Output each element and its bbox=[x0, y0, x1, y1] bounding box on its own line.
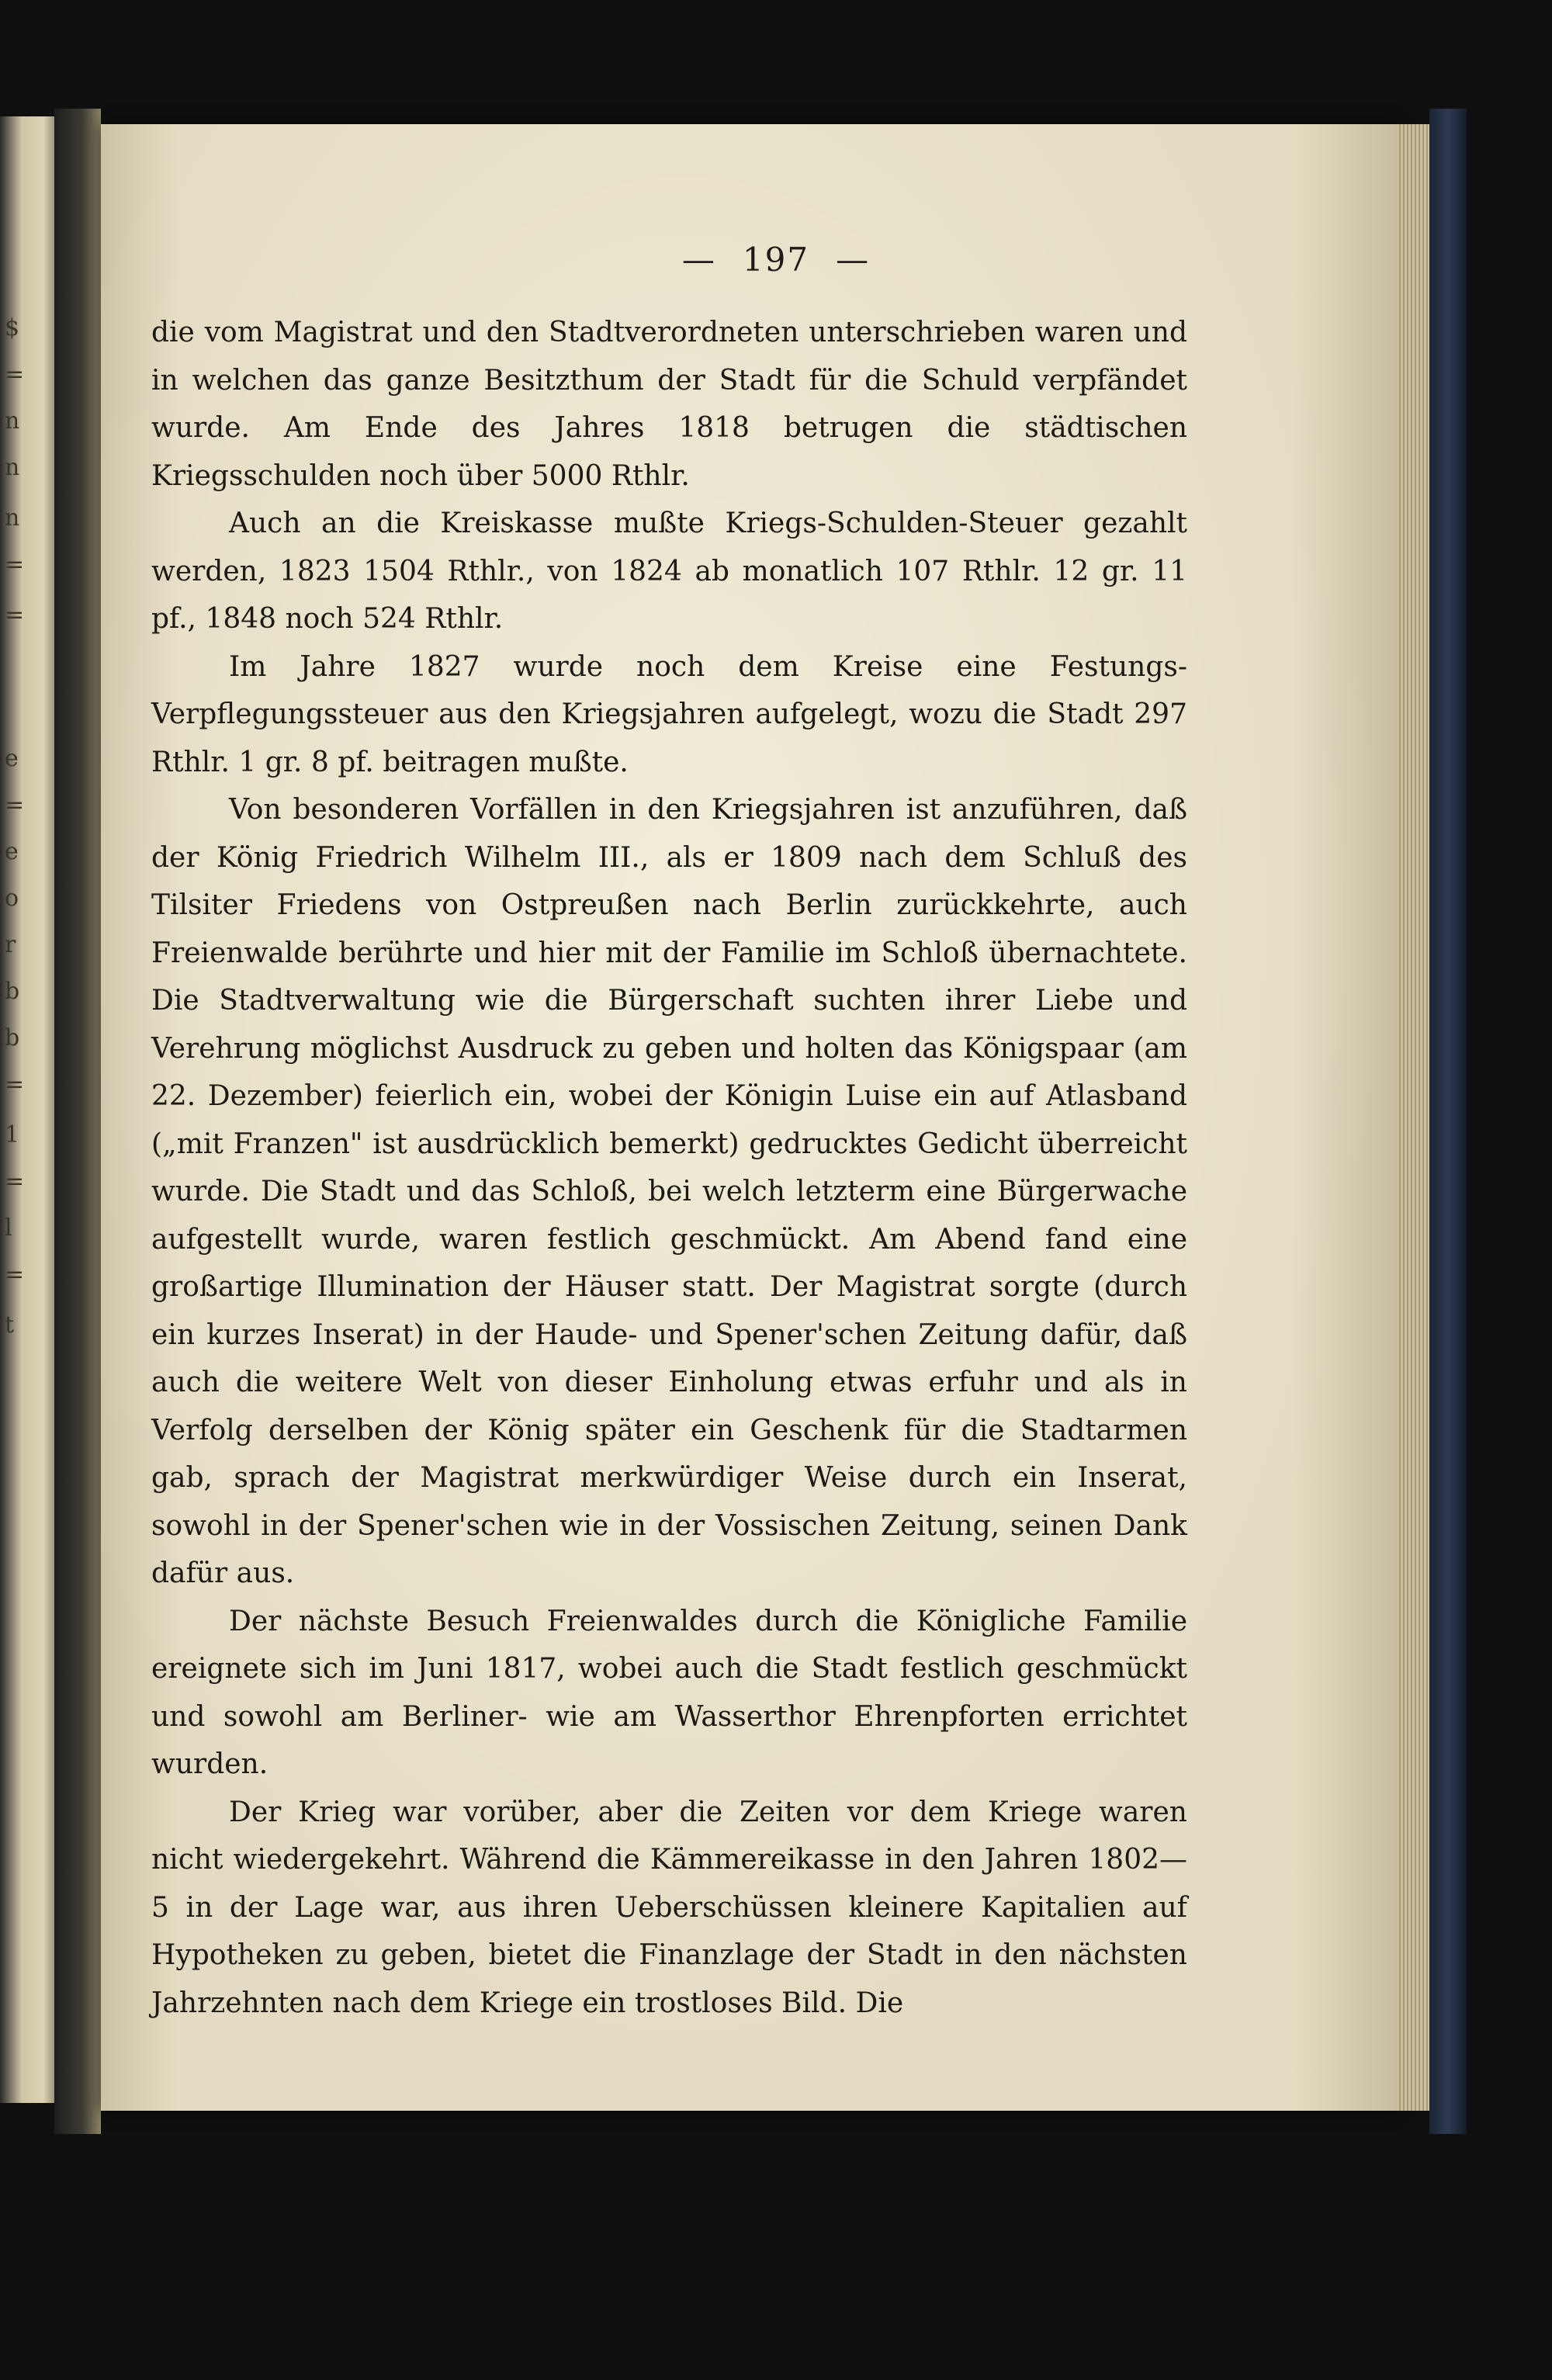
previous-page-fragment: = bbox=[5, 1071, 25, 1098]
page-number: 197 bbox=[742, 241, 810, 279]
previous-page-fragment: n bbox=[5, 407, 20, 435]
book-gutter bbox=[54, 109, 101, 2134]
paragraph-kreiskasse: Auch an die Kreiskasse mußte Kriegs-Schulden-Steuer gezahlt werden, 1823 1504 Rthlr., von 1824 ab monatlich 107 Rthlr. 12 gr. 11 pf., 1848 noch 524 Rthlr. bbox=[151, 508, 1187, 635]
previous-page-fragment: l bbox=[5, 1214, 12, 1242]
previous-page-fragment: b bbox=[5, 978, 20, 1005]
header-dash-right: — bbox=[836, 241, 871, 279]
previous-page-fragment: = bbox=[5, 792, 25, 819]
previous-page-fragment: n bbox=[5, 454, 20, 481]
page-header bbox=[0, 241, 1552, 279]
paragraph-koenigsbesuch-1809: Von besonderen Vorfällen in den Kriegsjahren ist anzuführen, daß der König Friedrich Wilhelm III., als er 1809 nach dem Schluß des Tilsiter Friedens von Ostpreußen nach Berlin zurückkehrte, auch Freienwalde berührte und hier mit der Familie im Schloß übernachtete. Die Stadtverwaltung wie die Bürgerschaft suchten ihrer Liebe und Verehrung möglichst Ausdruck zu geben und holten das Königspaar (am 22. Dezember) feierlich ein, wobei der Königin Luise ein auf Atlasband („mit Franzen" ist ausdrücklich bemerkt) gedrucktes Gedicht überreicht wurde. Die Stadt und das Schloß, bei welch letzterm eine Bürgerwache aufgestellt wurde, waren festlich geschmückt. Am Abend fand eine großartige Illumination der Häuser statt. Der Magistrat sorgte (durch ein kurzes Inserat) in der Haude- und Spener'schen Zeitung dafür, daß auch die weitere Welt von dieser Einholung etwas erfuhr und als in Verfolg derselben der König später ein Geschenk für die Stadtarmen gab, sprach der Magistrat merkwürdiger Weise durch ein Inserat, sowohl in der Spener'schen wie in der Vossischen Zeitung, seinen Dank dafür aus. bbox=[151, 794, 1187, 1589]
previous-page-fragment: r bbox=[5, 931, 16, 958]
previous-page-fragment: n bbox=[5, 504, 20, 532]
paragraph-festungssteuer: Im Jahre 1827 wurde noch dem Kreise eine Festungs-Verpflegungssteuer aus den Kriegsjahren aufgelegt, wozu die Stadt 297 Rthlr. 1 gr. 8 pf. beitragen mußte. bbox=[151, 650, 1187, 778]
previous-page-fragment: 1 bbox=[5, 1121, 20, 1148]
previous-page-fragment: t bbox=[5, 1311, 15, 1339]
paragraph-finanzlage: Der Krieg war vorüber, aber die Zeiten vor dem Kriege waren nicht wiedergekehrt. Während die Kämmereikasse in den Jahren 1802—5 in der Lage war, aus ihren Ueberschüssen kleinere Kapitalien auf Hypotheken zu geben, bietet die Finanzlage der Stadt in den nächsten Jahrzehnten nach dem Kriege ein trostloses Bild. Die bbox=[151, 1796, 1187, 2019]
previous-page-fragment: o bbox=[5, 885, 19, 912]
previous-page-fragment: = bbox=[5, 601, 25, 629]
previous-page-fragment: = bbox=[5, 1168, 25, 1195]
previous-page-fragment: = bbox=[5, 361, 25, 388]
previous-page-fragment: e bbox=[5, 745, 19, 772]
page-stack-edge bbox=[1397, 124, 1429, 2111]
previous-page-fragment: = bbox=[5, 551, 25, 578]
header-dash-left: — bbox=[681, 241, 716, 279]
paragraph-besuch-1817: Der nächste Besuch Freienwaldes durch die Königliche Familie ereignete sich im Juni 1817, wobei auch die Stadt festlich geschmückt und sowohl am Berliner- wie am Wasserthor Ehrenpforten errichtet wurden. bbox=[151, 1605, 1187, 1780]
book-cover-edge bbox=[1429, 109, 1467, 2134]
previous-page-fragment: $ bbox=[5, 314, 20, 341]
previous-page-fragment: b bbox=[5, 1024, 20, 1051]
paragraph-continued: die vom Magistrat und den Stadtverordneten unterschrieben waren und in welchen das ganze Besitzthum der Stadt für die Schuld verpfändet wurde. Am Ende des Jahres 1818 betrugen die städtischen Kriegsschulden noch über 5000 Rthlr. bbox=[151, 317, 1187, 492]
previous-page-fragment: = bbox=[5, 1261, 25, 1288]
previous-page-edge bbox=[0, 116, 62, 2103]
previous-page-fragment: e bbox=[5, 838, 19, 865]
page-body bbox=[151, 309, 1187, 2027]
